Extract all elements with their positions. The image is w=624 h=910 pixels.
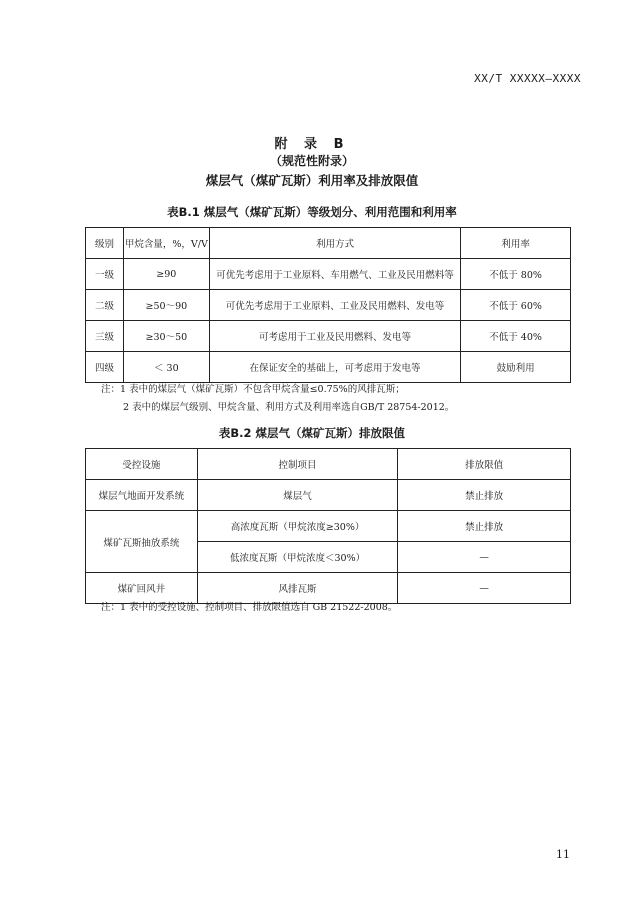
table-cell: ≥90: [123, 259, 209, 290]
table-header-row: [86, 449, 571, 480]
document-number: XX/T XXXXX—XXXX: [474, 72, 581, 85]
table-row: [86, 352, 571, 383]
table-cell: ≥30～50: [123, 321, 209, 352]
table-cell: 鼓励利用: [461, 352, 571, 383]
table1-note-1: 注：1 表中的煤层气（煤矿瓦斯）不包含甲烷含量≤0.75%的风排瓦斯；: [101, 384, 405, 395]
header-cell: 级别: [86, 228, 124, 259]
appendix-title: 附 录 B: [274, 137, 350, 152]
table-cell: 禁止排放: [398, 511, 571, 542]
table1-note-2: 2 表中的煤层气级别、甲烷含量、利用方式及利用率选自GB/T 28754-2012。: [123, 402, 455, 413]
table-cell: 低浓度瓦斯（甲烷浓度＜30%）: [197, 542, 398, 573]
table-row: [86, 511, 571, 542]
page-number: 11: [556, 848, 570, 861]
table-cell: 高浓度瓦斯（甲烷浓度≥30%）: [197, 511, 398, 542]
table1-caption: 表B.1 煤层气（煤矿瓦斯）等级划分、利用范围和利用率: [167, 205, 457, 219]
table-cell: 在保证安全的基础上，可考虑用于发电等: [209, 352, 460, 383]
header-cell: 排放限值: [398, 449, 571, 480]
table-utilization: [85, 227, 571, 383]
table-emission-limits: [85, 448, 571, 604]
table-row: [86, 290, 571, 321]
table-cell: 可考虑用于工业及民用燃料、发电等: [209, 321, 460, 352]
table-cell: 煤矿瓦斯抽放系统: [86, 511, 198, 573]
table-cell: 煤层气地面开发系统: [86, 480, 198, 511]
header-cell: 控制项目: [197, 449, 398, 480]
table2-caption: 表B.2 煤层气（煤矿瓦斯）排放限值: [218, 426, 406, 440]
table-cell: 不低于 40%: [461, 321, 571, 352]
table-row: [86, 259, 571, 290]
table-cell: 禁止排放: [398, 480, 571, 511]
table-cell: 四级: [86, 352, 124, 383]
table-cell: 三级: [86, 321, 124, 352]
table-cell: 二级: [86, 290, 124, 321]
header-cell: 利用率: [461, 228, 571, 259]
table-header-row: [86, 228, 571, 259]
table-cell: 可优先考虑用于工业原料、工业及民用燃料、发电等: [209, 290, 460, 321]
table-cell: 一级: [86, 259, 124, 290]
table2-note-1: 注：1 表中的受控设施、控制项目、排放限值选自 GB 21522-2008。: [101, 602, 398, 613]
table-cell: ≥50～90: [123, 290, 209, 321]
table-cell: 不低于 60%: [461, 290, 571, 321]
table-cell: —: [398, 573, 571, 604]
table-cell: 风排瓦斯: [197, 573, 398, 604]
header-cell: 利用方式: [209, 228, 460, 259]
table-cell: 煤层气: [197, 480, 398, 511]
header-cell: 受控设施: [86, 449, 198, 480]
table-cell: 可优先考虑用于工业原料、车用燃气、工业及民用燃料等: [209, 259, 460, 290]
appendix-name: 煤层气（煤矿瓦斯）利用率及排放限值: [205, 173, 419, 188]
header-cell: 甲烷含量，%，V/V: [123, 228, 209, 259]
table-row: [86, 321, 571, 352]
table-cell: 煤矿回风井: [86, 573, 198, 604]
table-cell: ＜ 30: [123, 352, 209, 383]
appendix-subtitle: （规范性附录）: [269, 154, 354, 168]
table-cell: —: [398, 542, 571, 573]
table-cell: 不低于 80%: [461, 259, 571, 290]
table-row: [86, 480, 571, 511]
